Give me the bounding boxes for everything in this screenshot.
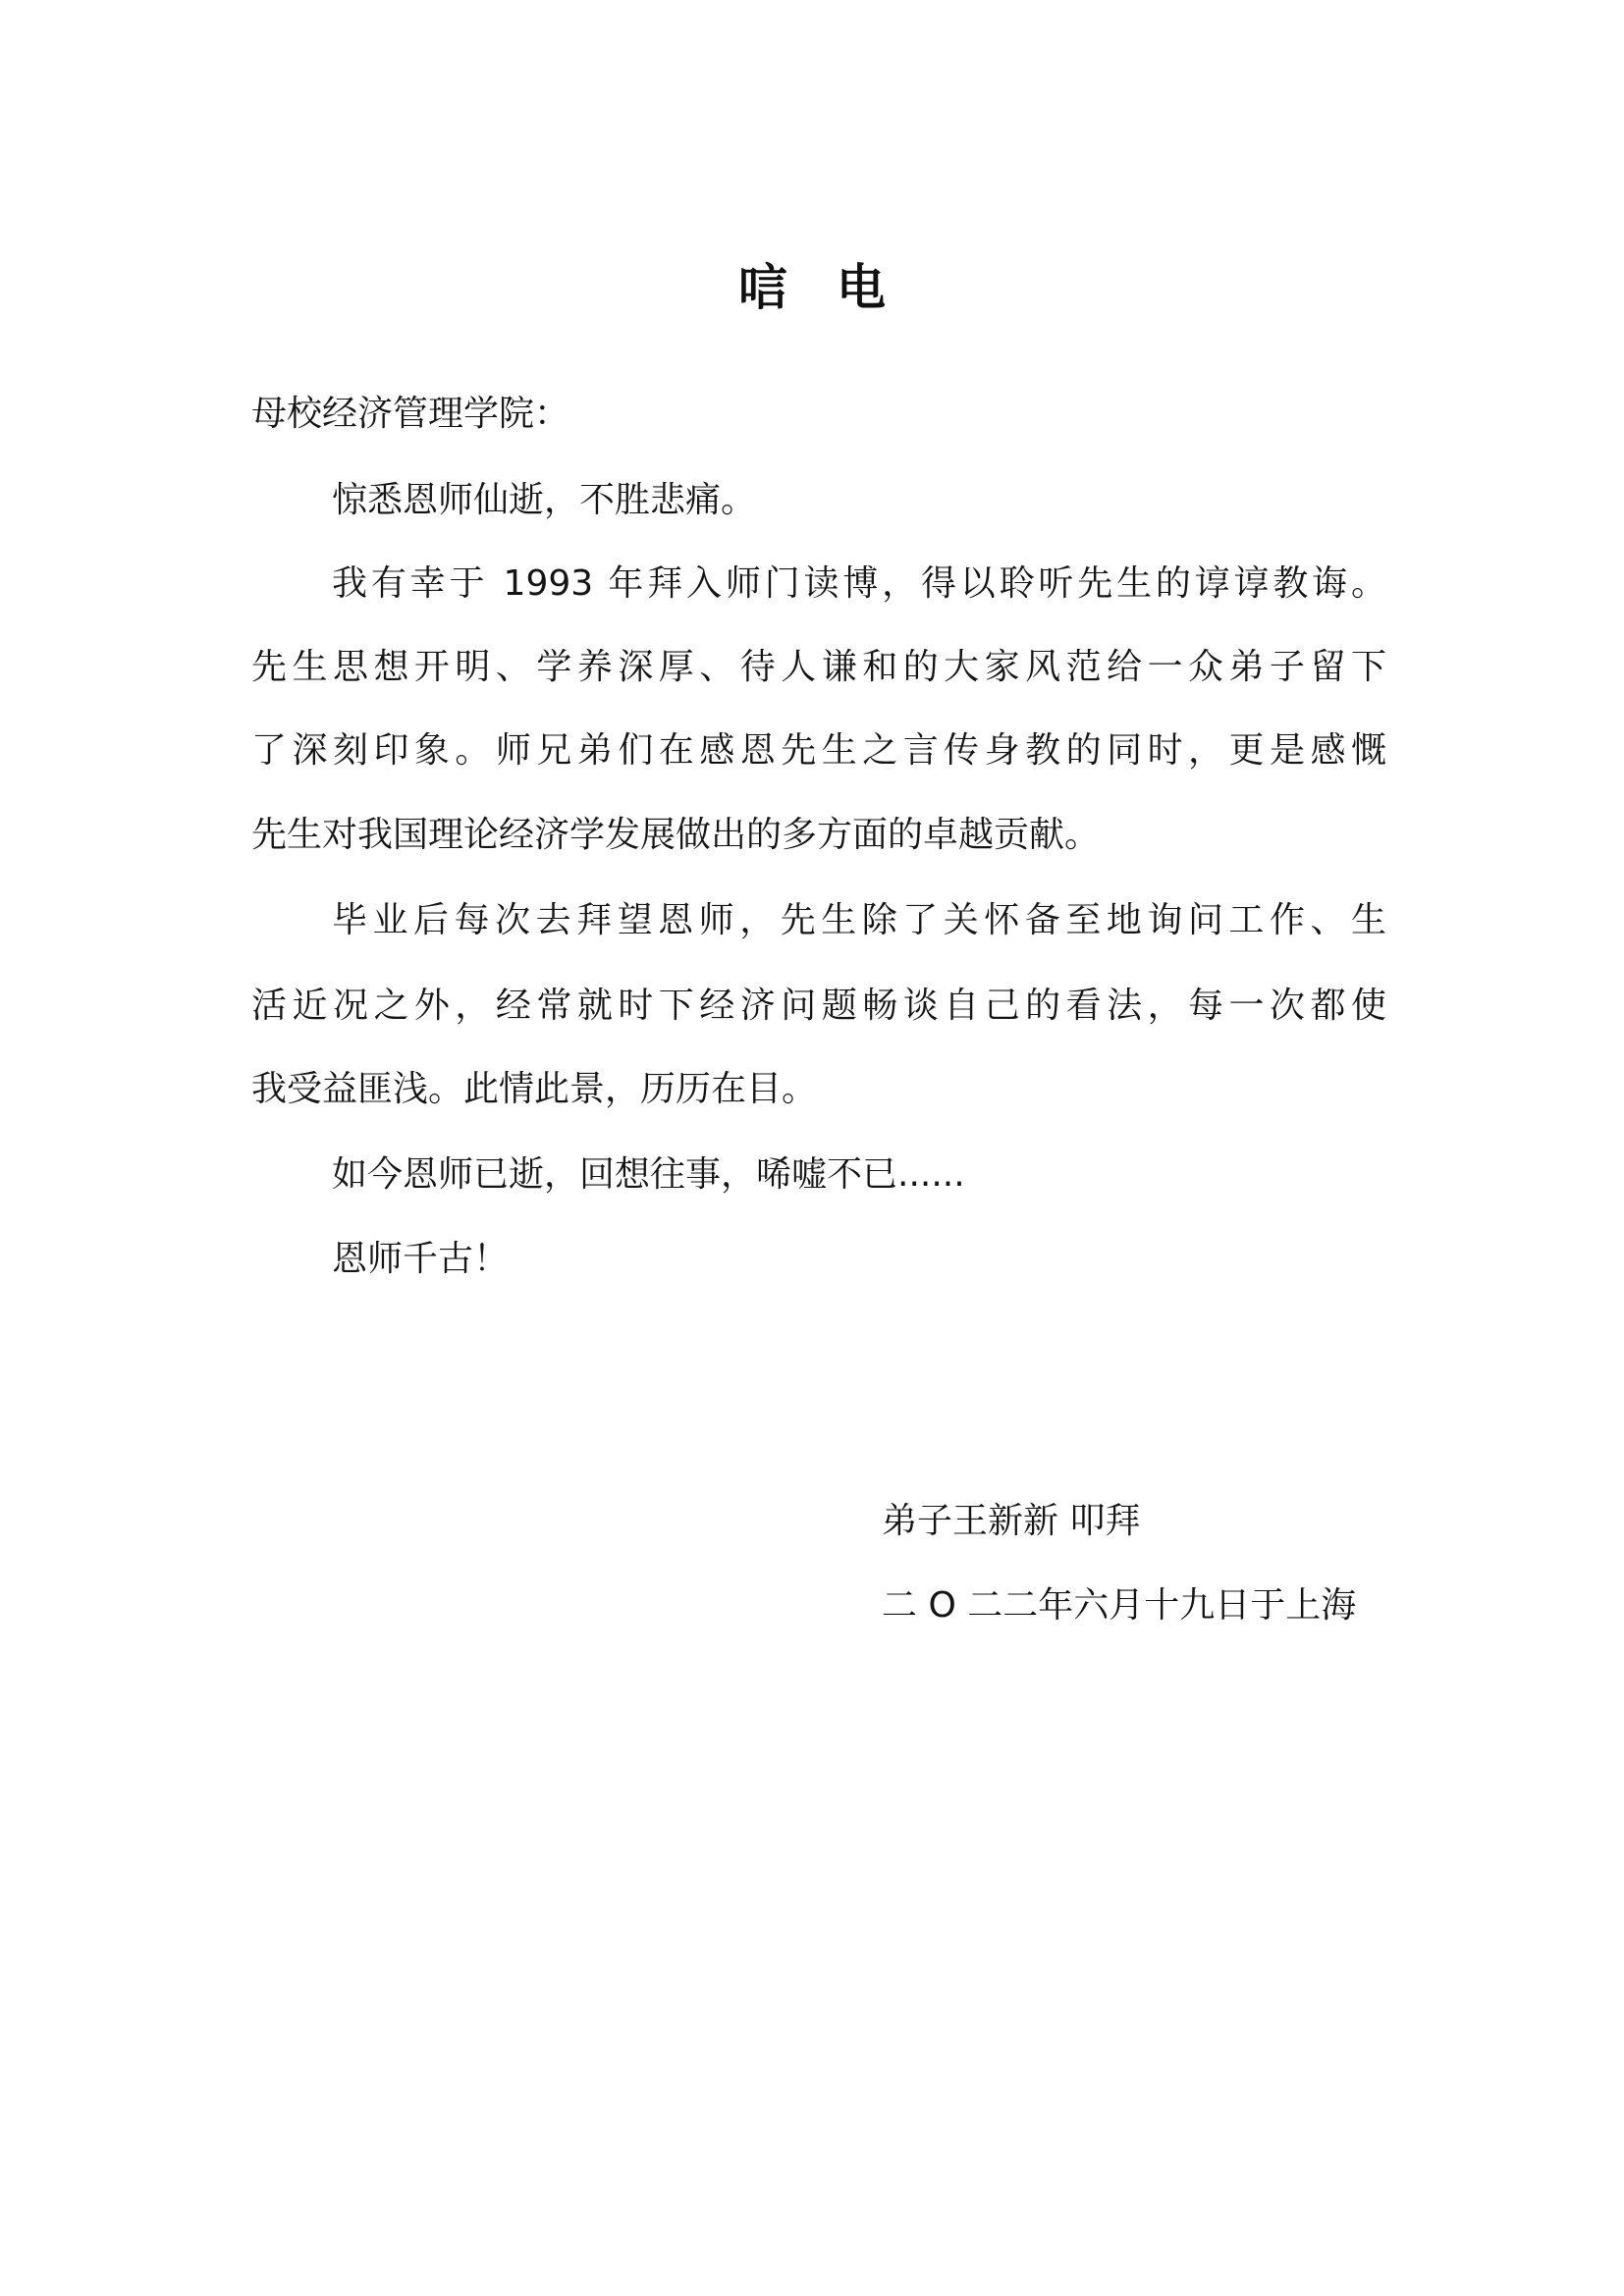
paragraph-2-line-4: 先生对我国理论经济学发展做出的多方面的卓越贡献。 <box>251 815 1101 855</box>
paragraph-2-line-2: 先生思想开明、学养深厚、待人谦和的大家风范给一众弟子留下 <box>251 647 1386 687</box>
paragraph-3-line-1: 毕业后每次去拜望恩师，先生除了关怀备至地询问工作、生 <box>332 900 1386 940</box>
paragraph-2-line-1: 我有幸于 1993 年拜入师门读博，得以聆听先生的谆谆教诲。 <box>332 563 1386 604</box>
paragraph-4: 如今恩师已逝，回想往事，唏嘘不已...... <box>332 1154 965 1195</box>
paragraph-5: 恩师千古！ <box>332 1239 510 1279</box>
paragraph-2-line-3: 了深刻印象。师兄弟们在感恩先生之言传身教的同时，更是感慨 <box>251 730 1386 771</box>
paragraph-1: 惊悉恩师仙逝，不胜悲痛。 <box>332 480 757 520</box>
paragraph-3-line-3: 我受益匪浅。此情此景，历历在目。 <box>251 1069 818 1109</box>
addressee-line: 母校经济管理学院： <box>251 394 570 434</box>
signature-date: 二 O 二二年六月十九日于上海 <box>882 1585 1357 1626</box>
signature-name: 弟子王新新 叩拜 <box>882 1501 1141 1541</box>
page-title: 唁电 <box>738 259 935 316</box>
paragraph-3-line-2: 活近况之外，经常就时下经济问题畅谈自己的看法，每一次都使 <box>251 986 1386 1026</box>
